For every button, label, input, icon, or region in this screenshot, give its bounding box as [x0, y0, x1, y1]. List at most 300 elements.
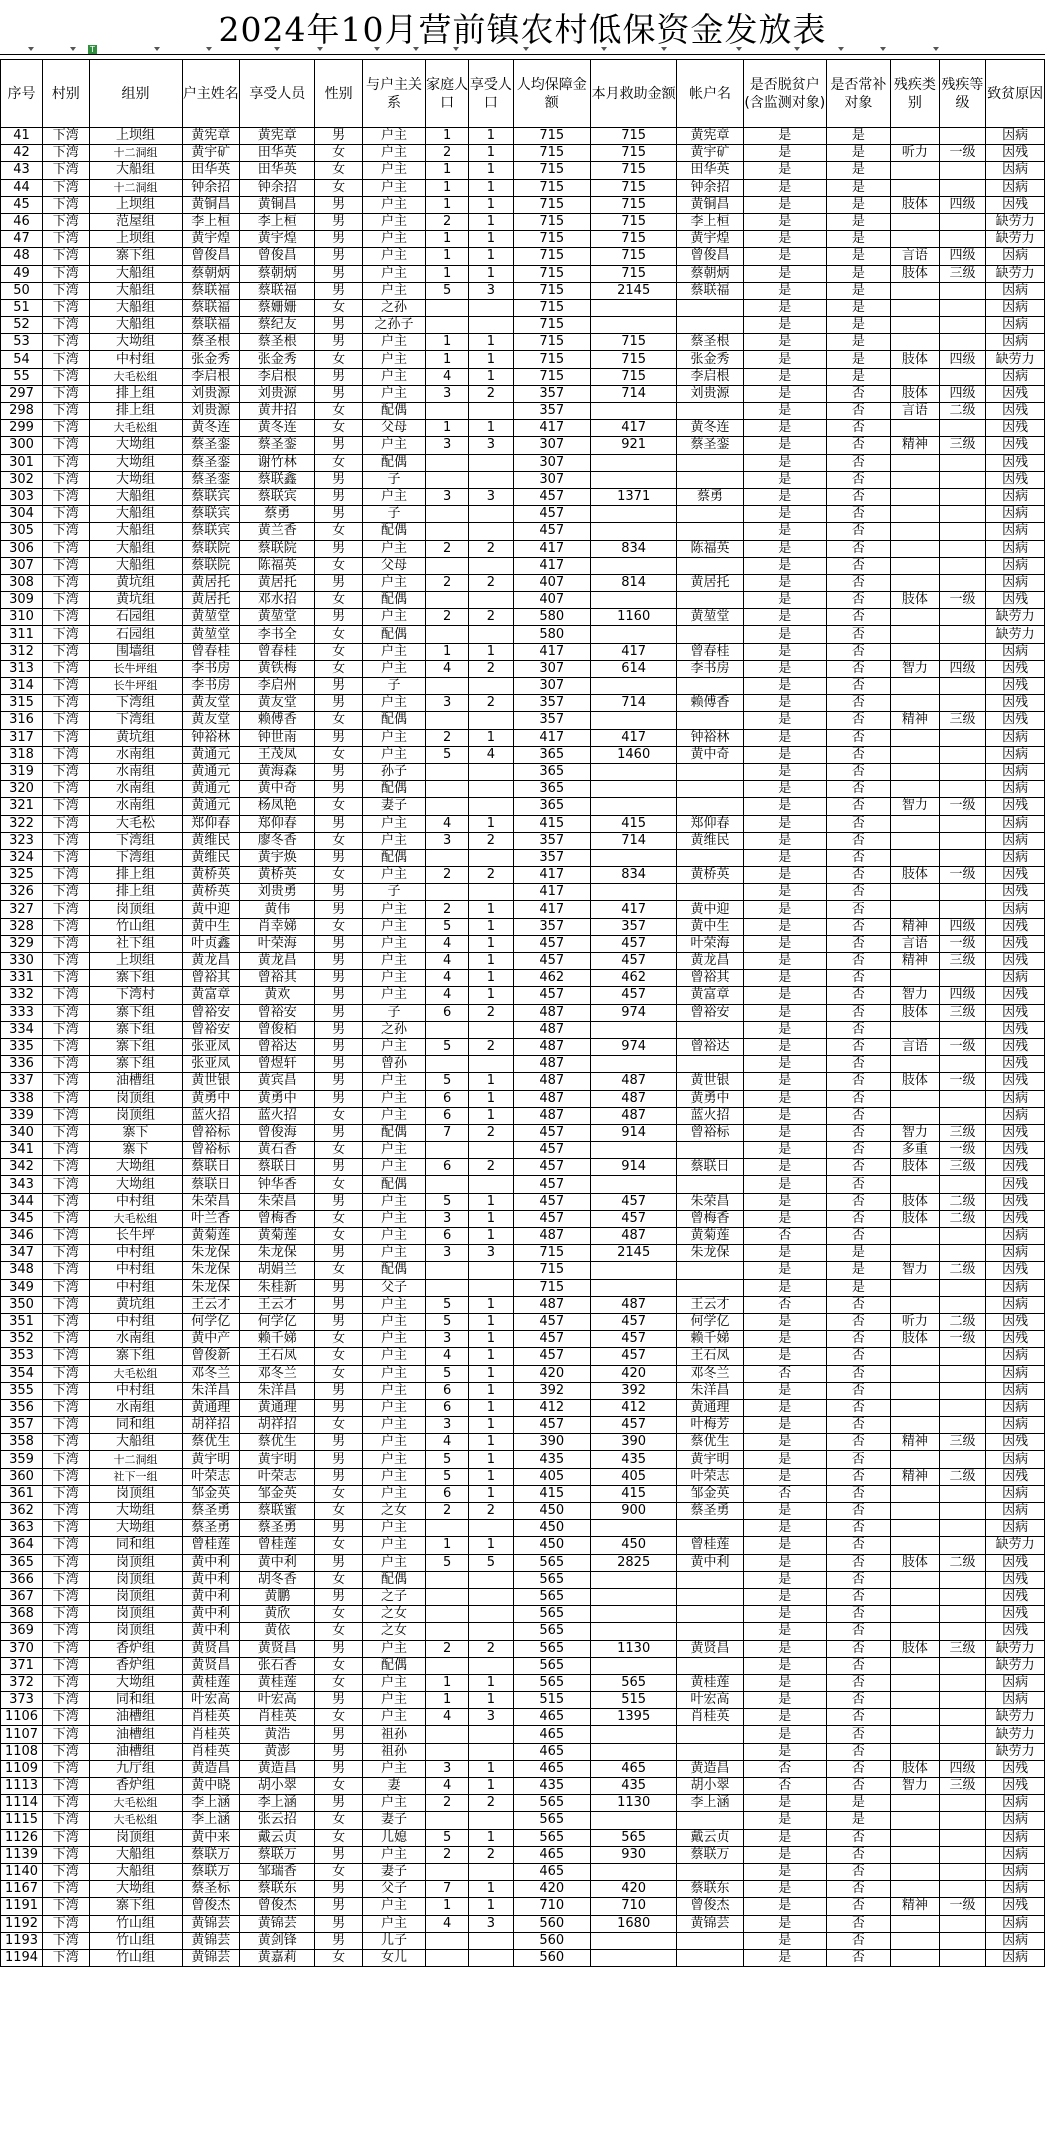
- cell-beneficiary[interactable]: 张石香: [240, 1657, 315, 1674]
- cell-month-amount[interactable]: 417: [591, 643, 677, 660]
- cell-covered-size[interactable]: 1: [469, 213, 513, 230]
- cell-account[interactable]: [677, 523, 743, 540]
- cell-group[interactable]: 大坳组: [89, 454, 182, 471]
- cell-relation[interactable]: 户主: [362, 179, 425, 196]
- cell-month-amount[interactable]: [591, 763, 677, 780]
- cell-account[interactable]: [677, 299, 743, 316]
- cell-head-name[interactable]: 蔡联万: [182, 1863, 240, 1880]
- cell-head-name[interactable]: 黄维民: [182, 849, 240, 866]
- cell-seq[interactable]: 355: [1, 1382, 43, 1399]
- cell-family-size[interactable]: [426, 1743, 469, 1760]
- cell-month-amount[interactable]: 1160: [591, 609, 677, 626]
- cell-regular[interactable]: 否: [826, 1090, 890, 1107]
- cell-cause[interactable]: 因病: [986, 1451, 1045, 1468]
- cell-account[interactable]: [677, 763, 743, 780]
- cell-regular[interactable]: 否: [826, 1348, 890, 1365]
- cell-head-name[interactable]: 叶荣志: [182, 1468, 240, 1485]
- cell-cause[interactable]: 因残: [986, 145, 1045, 162]
- cell-covered-size[interactable]: 1: [469, 815, 513, 832]
- cell-account[interactable]: 黄宇煌: [677, 231, 743, 248]
- cell-regular[interactable]: 是: [826, 1245, 890, 1262]
- cell-group[interactable]: 下湾组: [89, 695, 182, 712]
- cell-month-amount[interactable]: 435: [591, 1451, 677, 1468]
- cell-regular[interactable]: 否: [826, 1606, 890, 1623]
- cell-gender[interactable]: 男: [315, 1382, 363, 1399]
- cell-beneficiary[interactable]: 黄海森: [240, 763, 315, 780]
- cell-poverty-exit[interactable]: 是: [743, 523, 826, 540]
- cell-beneficiary[interactable]: 黄依: [240, 1623, 315, 1640]
- cell-beneficiary[interactable]: 蔡联万: [240, 1846, 315, 1863]
- cell-regular[interactable]: 是: [826, 299, 890, 316]
- cell-seq[interactable]: 41: [1, 128, 43, 145]
- cell-regular[interactable]: 否: [826, 1881, 890, 1898]
- cell-cause[interactable]: 因残: [986, 1073, 1045, 1090]
- cell-regular[interactable]: 否: [826, 849, 890, 866]
- cell-head-name[interactable]: 蔡朝炳: [182, 265, 240, 282]
- cell-group[interactable]: 寨下组: [89, 1004, 182, 1021]
- cell-village[interactable]: 下湾: [43, 1468, 89, 1485]
- cell-covered-size[interactable]: 1: [469, 1898, 513, 1915]
- cell-per-capita[interactable]: 457: [513, 1159, 590, 1176]
- cell-beneficiary[interactable]: 曾俊栢: [240, 1021, 315, 1038]
- cell-account[interactable]: [677, 849, 743, 866]
- cell-account[interactable]: [677, 1657, 743, 1674]
- cell-gender[interactable]: 女: [315, 557, 363, 574]
- cell-account[interactable]: [677, 1743, 743, 1760]
- cell-cause[interactable]: 缺劳力: [986, 351, 1045, 368]
- cell-gender[interactable]: 男: [315, 385, 363, 402]
- cell-covered-size[interactable]: [469, 454, 513, 471]
- cell-account[interactable]: 胡小翠: [677, 1778, 743, 1795]
- cell-beneficiary[interactable]: 曾俊海: [240, 1124, 315, 1141]
- cell-relation[interactable]: 配偶: [362, 781, 425, 798]
- cell-village[interactable]: 下湾: [43, 1846, 89, 1863]
- cell-seq[interactable]: 317: [1, 729, 43, 746]
- cell-covered-size[interactable]: 1: [469, 351, 513, 368]
- cell-covered-size[interactable]: 1: [469, 1468, 513, 1485]
- cell-gender[interactable]: 男: [315, 128, 363, 145]
- cell-regular[interactable]: 否: [826, 987, 890, 1004]
- cell-village[interactable]: 下湾: [43, 609, 89, 626]
- cell-disability-level[interactable]: 二级: [939, 1262, 985, 1279]
- cell-month-amount[interactable]: 930: [591, 1846, 677, 1863]
- cell-disability-type[interactable]: 多重: [891, 1142, 940, 1159]
- cell-covered-size[interactable]: [469, 1949, 513, 1966]
- cell-relation[interactable]: 户主: [362, 1915, 425, 1932]
- cell-account[interactable]: 曾桂莲: [677, 1537, 743, 1554]
- cell-group[interactable]: 石园组: [89, 609, 182, 626]
- cell-covered-size[interactable]: 1: [469, 935, 513, 952]
- cell-gender[interactable]: 男: [315, 729, 363, 746]
- cell-family-size[interactable]: 6: [426, 1107, 469, 1124]
- cell-group[interactable]: 中村组: [89, 1279, 182, 1296]
- cell-group[interactable]: 十二洞组: [89, 1451, 182, 1468]
- cell-disability-level[interactable]: 二级: [939, 1210, 985, 1227]
- cell-regular[interactable]: 否: [826, 798, 890, 815]
- cell-cause[interactable]: 因残: [986, 1262, 1045, 1279]
- cell-relation[interactable]: 儿媳: [362, 1829, 425, 1846]
- cell-head-name[interactable]: 黄通理: [182, 1399, 240, 1416]
- cell-month-amount[interactable]: 715: [591, 162, 677, 179]
- cell-gender[interactable]: 女: [315, 523, 363, 540]
- cell-disability-level[interactable]: 二级: [939, 1468, 985, 1485]
- cell-account[interactable]: 曾裕标: [677, 1124, 743, 1141]
- cell-village[interactable]: 下湾: [43, 1296, 89, 1313]
- cell-cause[interactable]: 因残: [986, 1898, 1045, 1915]
- cell-cause[interactable]: 因残: [986, 1124, 1045, 1141]
- cell-covered-size[interactable]: [469, 1571, 513, 1588]
- cell-village[interactable]: 下湾: [43, 678, 89, 695]
- cell-gender[interactable]: 男: [315, 248, 363, 265]
- cell-account[interactable]: 黄勇中: [677, 1090, 743, 1107]
- cell-group[interactable]: 大毛松组: [89, 1812, 182, 1829]
- cell-cause[interactable]: 因残: [986, 437, 1045, 454]
- cell-regular[interactable]: 否: [826, 1588, 890, 1605]
- cell-family-size[interactable]: 2: [426, 867, 469, 884]
- cell-village[interactable]: 下湾: [43, 935, 89, 952]
- cell-relation[interactable]: 户主: [362, 1228, 425, 1245]
- cell-head-name[interactable]: 张金秀: [182, 351, 240, 368]
- cell-gender[interactable]: 女: [315, 1709, 363, 1726]
- cell-village[interactable]: 下湾: [43, 918, 89, 935]
- cell-poverty-exit[interactable]: 是: [743, 1399, 826, 1416]
- cell-family-size[interactable]: 1: [426, 196, 469, 213]
- filter-dropdown-icon[interactable]: [794, 47, 800, 51]
- cell-village[interactable]: 下湾: [43, 1571, 89, 1588]
- cell-relation[interactable]: 户主: [362, 729, 425, 746]
- cell-disability-type[interactable]: [891, 763, 940, 780]
- cell-seq[interactable]: 344: [1, 1193, 43, 1210]
- cell-seq[interactable]: 324: [1, 849, 43, 866]
- cell-disability-type[interactable]: [891, 849, 940, 866]
- cell-month-amount[interactable]: 487: [591, 1228, 677, 1245]
- header-disability-type[interactable]: 残疾类别: [891, 60, 940, 128]
- cell-family-size[interactable]: [426, 317, 469, 334]
- cell-family-size[interactable]: 2: [426, 1846, 469, 1863]
- cell-relation[interactable]: 户主: [362, 1451, 425, 1468]
- cell-poverty-exit[interactable]: 是: [743, 1038, 826, 1055]
- cell-regular[interactable]: 否: [826, 643, 890, 660]
- cell-village[interactable]: 下湾: [43, 1399, 89, 1416]
- cell-disability-level[interactable]: 三级: [939, 953, 985, 970]
- cell-cause[interactable]: 因残: [986, 420, 1045, 437]
- cell-month-amount[interactable]: 2825: [591, 1554, 677, 1571]
- cell-gender[interactable]: 男: [315, 1296, 363, 1313]
- cell-gender[interactable]: 女: [315, 867, 363, 884]
- cell-group[interactable]: 岗顶组: [89, 1829, 182, 1846]
- cell-disability-type[interactable]: [891, 1176, 940, 1193]
- cell-village[interactable]: 下湾: [43, 1279, 89, 1296]
- cell-beneficiary[interactable]: 蔡纪友: [240, 317, 315, 334]
- cell-head-name[interactable]: 黄龙昌: [182, 953, 240, 970]
- cell-village[interactable]: 下湾: [43, 213, 89, 230]
- cell-month-amount[interactable]: [591, 849, 677, 866]
- cell-regular[interactable]: 否: [826, 1296, 890, 1313]
- cell-village[interactable]: 下湾: [43, 1915, 89, 1932]
- cell-regular[interactable]: 是: [826, 368, 890, 385]
- cell-village[interactable]: 下湾: [43, 643, 89, 660]
- cell-relation[interactable]: 户主: [362, 248, 425, 265]
- cell-seq[interactable]: 362: [1, 1503, 43, 1520]
- cell-poverty-exit[interactable]: 是: [743, 1348, 826, 1365]
- cell-poverty-exit[interactable]: 是: [743, 248, 826, 265]
- cell-month-amount[interactable]: [591, 1949, 677, 1966]
- cell-month-amount[interactable]: 487: [591, 1296, 677, 1313]
- cell-disability-level[interactable]: [939, 884, 985, 901]
- cell-poverty-exit[interactable]: 是: [743, 643, 826, 660]
- cell-covered-size[interactable]: 1: [469, 1073, 513, 1090]
- cell-relation[interactable]: 户主: [362, 1073, 425, 1090]
- cell-family-size[interactable]: [426, 1056, 469, 1073]
- cell-relation[interactable]: 户主: [362, 953, 425, 970]
- cell-village[interactable]: 下湾: [43, 471, 89, 488]
- cell-group[interactable]: 大船组: [89, 506, 182, 523]
- cell-head-name[interactable]: 蔡联宾: [182, 523, 240, 540]
- cell-disability-level[interactable]: [939, 317, 985, 334]
- cell-gender[interactable]: 男: [315, 953, 363, 970]
- cell-relation[interactable]: 户主: [362, 935, 425, 952]
- cell-cause[interactable]: 因残: [986, 1434, 1045, 1451]
- cell-poverty-exit[interactable]: 是: [743, 213, 826, 230]
- cell-month-amount[interactable]: 565: [591, 1829, 677, 1846]
- cell-disability-level[interactable]: [939, 1846, 985, 1863]
- cell-per-capita[interactable]: 715: [513, 231, 590, 248]
- cell-seq[interactable]: 42: [1, 145, 43, 162]
- cell-village[interactable]: 下湾: [43, 712, 89, 729]
- cell-month-amount[interactable]: 457: [591, 1331, 677, 1348]
- cell-head-name[interactable]: 黄维民: [182, 832, 240, 849]
- cell-village[interactable]: 下湾: [43, 660, 89, 677]
- cell-seq[interactable]: 53: [1, 334, 43, 351]
- cell-per-capita[interactable]: 565: [513, 1795, 590, 1812]
- cell-month-amount[interactable]: [591, 1743, 677, 1760]
- cell-account[interactable]: 黄中奇: [677, 746, 743, 763]
- cell-group[interactable]: 范屋组: [89, 213, 182, 230]
- cell-family-size[interactable]: 2: [426, 213, 469, 230]
- cell-account[interactable]: [677, 798, 743, 815]
- cell-disability-type[interactable]: [891, 1949, 940, 1966]
- cell-beneficiary[interactable]: 黄中奇: [240, 781, 315, 798]
- cell-account[interactable]: 黄贤昌: [677, 1640, 743, 1657]
- cell-head-name[interactable]: 何学亿: [182, 1313, 240, 1330]
- cell-gender[interactable]: 男: [315, 1313, 363, 1330]
- cell-beneficiary[interactable]: 黄冬连: [240, 420, 315, 437]
- cell-cause[interactable]: 因病: [986, 746, 1045, 763]
- cell-disability-level[interactable]: [939, 781, 985, 798]
- cell-village[interactable]: 下湾: [43, 987, 89, 1004]
- cell-cause[interactable]: 因残: [986, 1210, 1045, 1227]
- cell-poverty-exit[interactable]: 是: [743, 1623, 826, 1640]
- cell-beneficiary[interactable]: 肖幸娣: [240, 918, 315, 935]
- cell-beneficiary[interactable]: 胡娟兰: [240, 1262, 315, 1279]
- cell-month-amount[interactable]: 405: [591, 1468, 677, 1485]
- cell-group[interactable]: 岗顶组: [89, 901, 182, 918]
- cell-family-size[interactable]: [426, 849, 469, 866]
- cell-relation[interactable]: 配偶: [362, 1571, 425, 1588]
- cell-regular[interactable]: 否: [826, 1399, 890, 1416]
- cell-family-size[interactable]: 3: [426, 832, 469, 849]
- cell-group[interactable]: 大船组: [89, 523, 182, 540]
- cell-head-name[interactable]: 黄菊莲: [182, 1228, 240, 1245]
- cell-relation[interactable]: 户主: [362, 1313, 425, 1330]
- cell-seq[interactable]: 371: [1, 1657, 43, 1674]
- cell-village[interactable]: 下湾: [43, 299, 89, 316]
- cell-family-size[interactable]: 1: [426, 643, 469, 660]
- cell-relation[interactable]: 户主: [362, 1846, 425, 1863]
- cell-disability-type[interactable]: 精神: [891, 1434, 940, 1451]
- cell-village[interactable]: 下湾: [43, 1692, 89, 1709]
- cell-beneficiary[interactable]: 廖冬香: [240, 832, 315, 849]
- header-gender[interactable]: 性别: [315, 60, 363, 128]
- cell-disability-type[interactable]: [891, 540, 940, 557]
- cell-seq[interactable]: 357: [1, 1417, 43, 1434]
- cell-per-capita[interactable]: 357: [513, 918, 590, 935]
- cell-relation[interactable]: 祖孙: [362, 1743, 425, 1760]
- cell-account[interactable]: [677, 1623, 743, 1640]
- cell-beneficiary[interactable]: 张金秀: [240, 351, 315, 368]
- cell-disability-type[interactable]: [891, 781, 940, 798]
- cell-family-size[interactable]: 3: [426, 488, 469, 505]
- cell-head-name[interactable]: 肖桂英: [182, 1709, 240, 1726]
- cell-disability-level[interactable]: [939, 471, 985, 488]
- cell-covered-size[interactable]: 1: [469, 196, 513, 213]
- cell-seq[interactable]: 345: [1, 1210, 43, 1227]
- cell-family-size[interactable]: [426, 626, 469, 643]
- cell-gender[interactable]: 男: [315, 471, 363, 488]
- cell-disability-type[interactable]: [891, 695, 940, 712]
- cell-head-name[interactable]: 黄造昌: [182, 1760, 240, 1777]
- cell-beneficiary[interactable]: 刘贵勇: [240, 884, 315, 901]
- cell-beneficiary[interactable]: 邹瑞香: [240, 1863, 315, 1880]
- cell-covered-size[interactable]: 1: [469, 179, 513, 196]
- cell-head-name[interactable]: 黄宇明: [182, 1451, 240, 1468]
- cell-month-amount[interactable]: [591, 1606, 677, 1623]
- cell-relation[interactable]: 父母: [362, 420, 425, 437]
- cell-account[interactable]: 李上桓: [677, 213, 743, 230]
- cell-disability-level[interactable]: [939, 678, 985, 695]
- cell-month-amount[interactable]: 914: [591, 1159, 677, 1176]
- cell-group[interactable]: 中村组: [89, 1313, 182, 1330]
- cell-poverty-exit[interactable]: 是: [743, 437, 826, 454]
- cell-group[interactable]: 岗顶组: [89, 1623, 182, 1640]
- cell-account[interactable]: 黄桥英: [677, 867, 743, 884]
- cell-head-name[interactable]: 曾俊新: [182, 1348, 240, 1365]
- cell-cause[interactable]: 因残: [986, 935, 1045, 952]
- cell-family-size[interactable]: 3: [426, 1245, 469, 1262]
- cell-village[interactable]: 下湾: [43, 626, 89, 643]
- cell-regular[interactable]: 否: [826, 626, 890, 643]
- cell-family-size[interactable]: [426, 763, 469, 780]
- cell-covered-size[interactable]: 1: [469, 1674, 513, 1691]
- cell-disability-level[interactable]: [939, 299, 985, 316]
- cell-poverty-exit[interactable]: 是: [743, 1743, 826, 1760]
- cell-group[interactable]: 黄坑组: [89, 592, 182, 609]
- cell-month-amount[interactable]: 1395: [591, 1709, 677, 1726]
- cell-beneficiary[interactable]: 何学亿: [240, 1313, 315, 1330]
- cell-gender[interactable]: 男: [315, 1846, 363, 1863]
- cell-month-amount[interactable]: [591, 1863, 677, 1880]
- cell-disability-level[interactable]: [939, 1348, 985, 1365]
- cell-account[interactable]: 黄中利: [677, 1554, 743, 1571]
- cell-seq[interactable]: 298: [1, 403, 43, 420]
- cell-poverty-exit[interactable]: 是: [743, 884, 826, 901]
- cell-covered-size[interactable]: 5: [469, 1554, 513, 1571]
- cell-disability-level[interactable]: 一级: [939, 145, 985, 162]
- cell-month-amount[interactable]: [591, 1262, 677, 1279]
- cell-relation[interactable]: 子: [362, 506, 425, 523]
- cell-group[interactable]: 竹山组: [89, 918, 182, 935]
- cell-covered-size[interactable]: 4: [469, 746, 513, 763]
- cell-group[interactable]: 九厅组: [89, 1760, 182, 1777]
- cell-gender[interactable]: 女: [315, 1485, 363, 1502]
- cell-disability-level[interactable]: 三级: [939, 265, 985, 282]
- cell-disability-level[interactable]: [939, 1743, 985, 1760]
- cell-group[interactable]: 大坳组: [89, 1674, 182, 1691]
- cell-poverty-exit[interactable]: 是: [743, 609, 826, 626]
- cell-family-size[interactable]: [426, 1606, 469, 1623]
- cell-disability-type[interactable]: [891, 1606, 940, 1623]
- cell-group[interactable]: 大船组: [89, 317, 182, 334]
- cell-relation[interactable]: 户主: [362, 1417, 425, 1434]
- cell-disability-level[interactable]: 三级: [939, 1124, 985, 1141]
- cell-month-amount[interactable]: [591, 317, 677, 334]
- cell-account[interactable]: 叶梅芳: [677, 1417, 743, 1434]
- cell-family-size[interactable]: 4: [426, 1434, 469, 1451]
- cell-covered-size[interactable]: 2: [469, 695, 513, 712]
- cell-relation[interactable]: 户主: [362, 609, 425, 626]
- cell-month-amount[interactable]: 457: [591, 987, 677, 1004]
- cell-poverty-exit[interactable]: 是: [743, 1795, 826, 1812]
- cell-relation[interactable]: 户主: [362, 746, 425, 763]
- cell-account[interactable]: 李启根: [677, 368, 743, 385]
- cell-head-name[interactable]: 钟余招: [182, 179, 240, 196]
- cell-beneficiary[interactable]: 王云才: [240, 1296, 315, 1313]
- cell-per-capita[interactable]: 560: [513, 1915, 590, 1932]
- cell-disability-type[interactable]: 精神: [891, 1898, 940, 1915]
- cell-relation[interactable]: 之子: [362, 1588, 425, 1605]
- cell-group[interactable]: 长牛坪组: [89, 678, 182, 695]
- cell-relation[interactable]: 户主: [362, 1245, 425, 1262]
- cell-disability-level[interactable]: [939, 540, 985, 557]
- cell-month-amount[interactable]: 900: [591, 1503, 677, 1520]
- cell-relation[interactable]: 户主: [362, 695, 425, 712]
- cell-seq[interactable]: 321: [1, 798, 43, 815]
- cell-village[interactable]: 下湾: [43, 1932, 89, 1949]
- filter-dropdown-icon[interactable]: [317, 47, 323, 51]
- cell-covered-size[interactable]: 1: [469, 729, 513, 746]
- cell-village[interactable]: 下湾: [43, 454, 89, 471]
- cell-account[interactable]: 曾俊杰: [677, 1898, 743, 1915]
- cell-gender[interactable]: 女: [315, 1228, 363, 1245]
- cell-per-capita[interactable]: 715: [513, 162, 590, 179]
- cell-month-amount[interactable]: 974: [591, 1004, 677, 1021]
- cell-head-name[interactable]: 蔡圣銮: [182, 471, 240, 488]
- cell-regular[interactable]: 否: [826, 695, 890, 712]
- cell-village[interactable]: 下湾: [43, 901, 89, 918]
- cell-month-amount[interactable]: 921: [591, 437, 677, 454]
- cell-account[interactable]: 黄居托: [677, 574, 743, 591]
- cell-group[interactable]: 同和组: [89, 1537, 182, 1554]
- cell-disability-level[interactable]: [939, 626, 985, 643]
- cell-gender[interactable]: 男: [315, 815, 363, 832]
- cell-per-capita[interactable]: 487: [513, 1038, 590, 1055]
- cell-relation[interactable]: 祖孙: [362, 1726, 425, 1743]
- cell-disability-type[interactable]: 智力: [891, 1262, 940, 1279]
- cell-month-amount[interactable]: 457: [591, 935, 677, 952]
- cell-family-size[interactable]: 5: [426, 1451, 469, 1468]
- cell-poverty-exit[interactable]: 是: [743, 179, 826, 196]
- cell-head-name[interactable]: 蔡联日: [182, 1176, 240, 1193]
